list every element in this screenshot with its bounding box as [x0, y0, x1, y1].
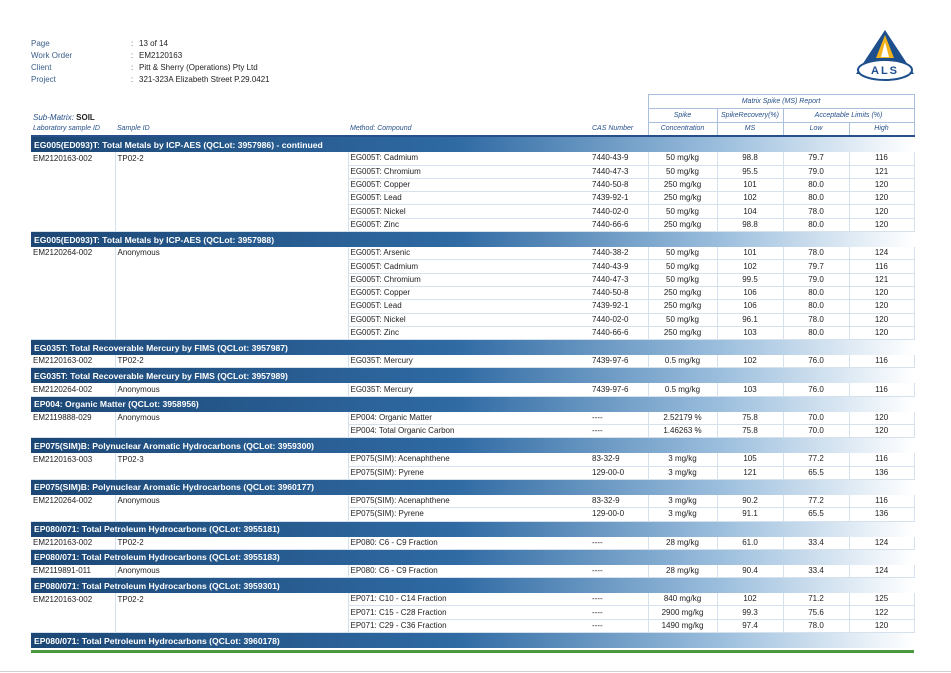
table-row	[31, 218, 914, 231]
low-limit-cell: 79.7	[783, 260, 849, 273]
high-limit-cell: 120	[849, 619, 914, 632]
low-limit-cell: 78.0	[783, 313, 849, 326]
cas-number-cell: ----	[590, 619, 648, 632]
section-title: EP075(SIM)B: Polynuclear Aromatic Hydrocarbons (QCLot: 3959300)	[31, 438, 914, 454]
cas-number-cell: 7440-50-8	[590, 286, 648, 299]
project-label: Project	[31, 75, 56, 84]
ms-recovery-cell: 103	[717, 383, 783, 396]
compound-cell: EP071: C15 - C28 Fraction	[348, 606, 590, 619]
low-limit-cell: 79.7	[783, 152, 849, 165]
ms-recovery-cell: 121	[717, 466, 783, 479]
section-title: EP080/071: Total Petroleum Hydrocarbons (QCLot: 3959301)	[31, 578, 914, 594]
sample-id-cell	[115, 273, 348, 286]
section-header-row	[31, 578, 914, 594]
concentration-cell: 0.5 mg/kg	[648, 355, 717, 368]
low-limit-cell: 80.0	[783, 326, 849, 339]
concentration-cell: 2900 mg/kg	[648, 606, 717, 619]
section-header-row	[31, 340, 914, 356]
compound-cell: EG005T: Chromium	[348, 273, 590, 286]
section-header-row	[31, 232, 914, 248]
sample-id-cell	[115, 326, 348, 339]
matrix-spike-report-heading: Matrix Spike (MS) Report	[648, 95, 914, 109]
table-row	[31, 565, 914, 578]
low-limit-cell: 78.0	[783, 205, 849, 218]
table-bottom-rule	[31, 650, 914, 653]
low-limit-cell: 77.2	[783, 495, 849, 508]
colon: :	[131, 39, 134, 48]
compound-cell: EP080: C6 - C9 Fraction	[348, 565, 590, 578]
table-row	[31, 326, 914, 339]
ms-recovery-cell: 90.4	[717, 565, 783, 578]
section-header-row	[31, 521, 914, 537]
cas-number-cell: 7439-97-6	[590, 383, 648, 396]
lab-sample-id-cell: EM2119888-029	[33, 413, 92, 423]
table-row	[31, 178, 914, 191]
ms-recovery-cell: 90.2	[717, 495, 783, 508]
column-header-row	[31, 123, 914, 137]
table-row	[31, 286, 914, 299]
ms-recovery-cell: 104	[717, 205, 783, 218]
cas-number-cell: ----	[590, 425, 648, 438]
cas-number-cell: 83-32-9	[590, 453, 648, 466]
sample-id-cell	[115, 192, 348, 205]
cas-number-cell: 129-00-0	[590, 466, 648, 479]
concentration-cell: 50 mg/kg	[648, 165, 717, 178]
compound-cell: EP080: C6 - C9 Fraction	[348, 537, 590, 550]
lab-sample-id-cell	[31, 165, 115, 178]
sample-id-cell: Anonymous	[115, 247, 348, 260]
compound-cell: EP075(SIM): Pyrene	[348, 508, 590, 521]
lab-sample-id-cell	[31, 425, 115, 438]
section-title: EG005(ED093)T: Total Metals by ICP-AES (QCLot: 3957988)	[31, 232, 914, 248]
low-limit-cell: 80.0	[783, 286, 849, 299]
lab-sample-id-cell	[31, 300, 115, 313]
high-limit-cell: 116	[849, 152, 914, 165]
table-row	[31, 355, 914, 368]
report-header	[31, 38, 270, 86]
col-sample-id: Sample ID	[115, 123, 348, 137]
col-method-compound: Method: Compound	[348, 123, 590, 137]
sample-id-cell: Anonymous	[115, 383, 348, 396]
section-title: EP004: Organic Matter (QCLot: 3958956)	[31, 396, 914, 412]
cas-number-cell: ----	[590, 537, 648, 550]
table-row	[31, 425, 914, 438]
concentration-cell: 3 mg/kg	[648, 453, 717, 466]
cas-number-cell: 7440-02-0	[590, 205, 648, 218]
ms-recovery-cell: 98.8	[717, 152, 783, 165]
high-limit-cell: 120	[849, 326, 914, 339]
cas-number-cell: 7440-02-0	[590, 313, 648, 326]
table-row	[31, 260, 914, 273]
client-label: Client	[31, 63, 52, 72]
header-group-row	[31, 95, 914, 109]
concentration-cell: 50 mg/kg	[648, 247, 717, 260]
concentration-cell: 250 mg/kg	[648, 178, 717, 191]
cas-number-cell: ----	[590, 593, 648, 606]
concentration-cell: 28 mg/kg	[648, 565, 717, 578]
ms-recovery-cell: 95.5	[717, 165, 783, 178]
low-limit-cell: 65.5	[783, 508, 849, 521]
high-limit-cell: 124	[849, 537, 914, 550]
ms-recovery-cell: 96.1	[717, 313, 783, 326]
low-limit-cell: 80.0	[783, 178, 849, 191]
lab-sample-id-cell	[31, 260, 115, 273]
low-limit-cell: 78.0	[783, 619, 849, 632]
high-limit-cell: 124	[849, 565, 914, 578]
low-limit-cell: 80.0	[783, 300, 849, 313]
compound-cell: EP071: C29 - C36 Fraction	[348, 619, 590, 632]
low-limit-cell: 71.2	[783, 593, 849, 606]
concentration-cell: 50 mg/kg	[648, 152, 717, 165]
submatrix-value: SOIL	[76, 112, 95, 122]
concentration-cell: 250 mg/kg	[648, 326, 717, 339]
sample-id-cell: TP02-2	[115, 355, 348, 368]
cas-number-cell: ----	[590, 565, 648, 578]
concentration-cell: 1.46263 %	[648, 425, 717, 438]
sample-id-cell	[115, 300, 348, 313]
header-row-project	[31, 74, 270, 86]
concentration-cell: 2.52179 %	[648, 412, 717, 425]
high-limit-cell: 116	[849, 355, 914, 368]
compound-cell: EG005T: Lead	[348, 300, 590, 313]
compound-cell: EG005T: Copper	[348, 178, 590, 191]
cas-number-cell: 7439-97-6	[590, 355, 648, 368]
compound-cell: EG005T: Cadmium	[348, 260, 590, 273]
section-title: EP075(SIM)B: Polynuclear Aromatic Hydrocarbons (QCLot: 3960177)	[31, 479, 914, 495]
sample-id-cell	[115, 205, 348, 218]
ms-recovery-cell: 75.8	[717, 425, 783, 438]
sample-id-cell: TP02-2	[115, 152, 348, 165]
compound-cell: EG005T: Chromium	[348, 165, 590, 178]
cas-number-cell: 7440-66-6	[590, 218, 648, 231]
table-row	[31, 619, 914, 632]
table-row	[31, 508, 914, 521]
ms-recovery-cell: 102	[717, 593, 783, 606]
cas-number-cell: 7440-47-3	[590, 165, 648, 178]
col-high: High	[849, 123, 914, 137]
low-limit-cell: 70.0	[783, 425, 849, 438]
low-limit-cell: 65.5	[783, 466, 849, 479]
compound-cell: EG005T: Cadmium	[348, 152, 590, 165]
table-row	[31, 466, 914, 479]
lab-sample-id-cell	[31, 606, 115, 619]
high-limit-cell: 120	[849, 205, 914, 218]
concentration-cell: 3 mg/kg	[648, 508, 717, 521]
table-row	[31, 383, 914, 396]
lab-sample-id-cell: EM2120163-002	[33, 594, 93, 604]
lab-sample-id-cell	[31, 286, 115, 299]
cas-number-cell: 7440-43-9	[590, 152, 648, 165]
lab-sample-id-cell	[31, 273, 115, 286]
sample-id-cell	[115, 218, 348, 231]
ms-recovery-cell: 98.8	[717, 218, 783, 231]
col-lab-sample-id: Laboratory sample ID	[31, 123, 115, 137]
cas-number-cell: 7440-66-6	[590, 326, 648, 339]
sample-id-cell	[115, 619, 348, 632]
ms-recovery-cell: 102	[717, 192, 783, 205]
concentration-cell: 50 mg/kg	[648, 313, 717, 326]
matrix-spike-table	[31, 94, 915, 648]
col-cas-number: CAS Number	[590, 123, 648, 137]
table-row	[31, 205, 914, 218]
table-row	[31, 247, 914, 260]
header-row-work-order	[31, 50, 270, 62]
table-row	[31, 300, 914, 313]
project-value: 321-323A Elizabeth Street P.29.0421	[139, 75, 270, 84]
concentration-cell: 250 mg/kg	[648, 218, 717, 231]
high-limit-cell: 116	[849, 453, 914, 466]
high-limit-cell: 116	[849, 383, 914, 396]
low-limit-cell: 70.0	[783, 412, 849, 425]
high-limit-cell: 136	[849, 466, 914, 479]
cas-number-cell: ----	[590, 606, 648, 619]
lab-sample-id-cell: EM2120163-002	[31, 537, 115, 550]
spike-heading: Spike	[648, 109, 717, 123]
colon: :	[131, 63, 134, 72]
sample-id-cell: TP02-2	[115, 593, 348, 606]
compound-cell: EP075(SIM): Pyrene	[348, 466, 590, 479]
cas-number-cell: 7440-50-8	[590, 178, 648, 191]
compound-cell: EG005T: Arsenic	[348, 247, 590, 260]
table-row	[31, 412, 914, 425]
lab-sample-id-cell	[31, 619, 115, 632]
sample-id-cell	[115, 260, 348, 273]
compound-cell: EG005T: Copper	[348, 286, 590, 299]
low-limit-cell: 80.0	[783, 192, 849, 205]
concentration-cell: 50 mg/kg	[648, 260, 717, 273]
lab-sample-id-cell	[31, 205, 115, 218]
col-ms: MS	[717, 123, 783, 137]
lab-sample-id-cell: EM2120163-002	[31, 355, 115, 368]
compound-cell: EG005T: Nickel	[348, 205, 590, 218]
low-limit-cell: 75.6	[783, 606, 849, 619]
high-limit-cell: 121	[849, 273, 914, 286]
sample-id-cell	[115, 425, 348, 438]
table-row	[31, 313, 914, 326]
table-row	[31, 495, 914, 508]
concentration-cell: 250 mg/kg	[648, 192, 717, 205]
concentration-cell: 3 mg/kg	[648, 466, 717, 479]
high-limit-cell: 120	[849, 192, 914, 205]
sample-id-cell	[115, 286, 348, 299]
table-row	[31, 273, 914, 286]
page-bottom-rule	[0, 671, 951, 672]
sample-id-cell	[115, 508, 348, 521]
high-limit-cell: 136	[849, 508, 914, 521]
section-header-row	[31, 549, 914, 565]
cas-number-cell: 7439-92-1	[590, 300, 648, 313]
section-title: EG035T: Total Recoverable Mercury by FIMS (QCLot: 3957987)	[31, 340, 914, 356]
high-limit-cell: 121	[849, 165, 914, 178]
high-limit-cell: 120	[849, 178, 914, 191]
cas-number-cell: 7440-43-9	[590, 260, 648, 273]
sample-id-cell: TP02-3	[115, 453, 348, 466]
submatrix-cell: Sub-Matrix: SOIL	[33, 112, 95, 122]
compound-cell: EG005T: Zinc	[348, 218, 590, 231]
sample-id-cell: Anonymous	[115, 495, 348, 508]
col-low: Low	[783, 123, 849, 137]
section-title: EP080/071: Total Petroleum Hydrocarbons (QCLot: 3955183)	[31, 549, 914, 565]
lab-sample-id-cell	[31, 466, 115, 479]
table-row	[31, 152, 914, 165]
cas-number-cell: 83-32-9	[590, 495, 648, 508]
header-row-client	[31, 62, 270, 74]
table-row	[31, 537, 914, 550]
cas-number-cell: 129-00-0	[590, 508, 648, 521]
work-order-label: Work Order	[31, 51, 73, 60]
ms-recovery-cell: 61.0	[717, 537, 783, 550]
compound-cell: EP004: Total Organic Carbon	[348, 425, 590, 438]
sample-id-cell: Anonymous	[115, 565, 348, 578]
low-limit-cell: 78.0	[783, 247, 849, 260]
ms-recovery-cell: 106	[717, 286, 783, 299]
table-row	[31, 192, 914, 205]
col-concentration: Concentration	[648, 123, 717, 137]
low-limit-cell: 33.4	[783, 565, 849, 578]
lab-sample-id-cell	[31, 326, 115, 339]
concentration-cell: 250 mg/kg	[648, 286, 717, 299]
low-limit-cell: 80.0	[783, 218, 849, 231]
table-row	[31, 593, 914, 606]
compound-cell: EP071: C10 - C14 Fraction	[348, 593, 590, 606]
low-limit-cell: 76.0	[783, 355, 849, 368]
high-limit-cell: 120	[849, 286, 914, 299]
high-limit-cell: 124	[849, 247, 914, 260]
sample-id-cell	[115, 606, 348, 619]
section-title: EG035T: Total Recoverable Mercury by FIMS (QCLot: 3957989)	[31, 368, 914, 384]
section-header-row	[31, 633, 914, 649]
lab-sample-id-cell	[31, 178, 115, 191]
table-row	[31, 453, 914, 466]
compound-cell: EG005T: Nickel	[348, 313, 590, 326]
ms-recovery-cell: 99.3	[717, 606, 783, 619]
high-limit-cell: 120	[849, 425, 914, 438]
work-order-value: EM2120163	[139, 51, 183, 60]
ms-recovery-cell: 103	[717, 326, 783, 339]
section-header-row	[31, 396, 914, 412]
low-limit-cell: 77.2	[783, 453, 849, 466]
compound-cell: EP075(SIM): Acenaphthene	[348, 453, 590, 466]
table-row	[31, 165, 914, 178]
table-row	[31, 606, 914, 619]
section-title: EP080/071: Total Petroleum Hydrocarbons (QCLot: 3960178)	[31, 633, 914, 649]
ms-recovery-cell: 101	[717, 247, 783, 260]
concentration-cell: 250 mg/kg	[648, 300, 717, 313]
ms-recovery-cell: 102	[717, 355, 783, 368]
high-limit-cell: 120	[849, 218, 914, 231]
ms-recovery-cell: 102	[717, 260, 783, 273]
submatrix-label: Sub-Matrix	[33, 112, 72, 122]
low-limit-cell: 33.4	[783, 537, 849, 550]
concentration-cell: 28 mg/kg	[648, 537, 717, 550]
sample-id-cell	[115, 178, 348, 191]
ms-recovery-cell: 105	[717, 453, 783, 466]
ms-recovery-cell: 91.1	[717, 508, 783, 521]
concentration-cell: 3 mg/kg	[648, 495, 717, 508]
sample-id-cell	[115, 165, 348, 178]
sample-id-cell	[115, 466, 348, 479]
lab-sample-id-cell: EM2120163-002	[33, 153, 93, 163]
client-value: Pitt & Sherry (Operations) Pty Ltd	[139, 63, 258, 72]
page-value: 13 of 14	[139, 39, 168, 48]
compound-cell: EG035T: Mercury	[348, 355, 590, 368]
lab-sample-id-cell	[31, 192, 115, 205]
concentration-cell: 1490 mg/kg	[648, 619, 717, 632]
spike-recovery-heading: SpikeRecovery(%)	[717, 109, 783, 123]
lab-sample-id-cell: EM2119891-011	[31, 565, 115, 578]
sample-id-cell	[115, 313, 348, 326]
concentration-cell: 840 mg/kg	[648, 593, 717, 606]
ms-recovery-cell: 99.5	[717, 273, 783, 286]
low-limit-cell: 76.0	[783, 383, 849, 396]
high-limit-cell: 122	[849, 606, 914, 619]
high-limit-cell: 120	[849, 300, 914, 313]
logo-text: ALS	[871, 65, 899, 77]
cas-number-cell: 7439-92-1	[590, 192, 648, 205]
table-body	[31, 136, 914, 648]
compound-cell: EG035T: Mercury	[348, 383, 590, 396]
high-limit-cell: 116	[849, 495, 914, 508]
section-header-row	[31, 368, 914, 384]
lab-sample-id-cell	[31, 218, 115, 231]
compound-cell: EG005T: Lead	[348, 192, 590, 205]
section-title: EG005(ED093)T: Total Metals by ICP-AES (QCLot: 3957986) - continued	[31, 136, 914, 152]
compound-cell: EP004: Organic Matter	[348, 412, 590, 425]
sample-id-cell: Anonymous	[115, 412, 348, 425]
ms-recovery-cell: 97.4	[717, 619, 783, 632]
lab-sample-id-cell	[31, 313, 115, 326]
colon: :	[131, 51, 134, 60]
cas-number-cell: 7440-47-3	[590, 273, 648, 286]
acceptable-limits-heading: Acceptable Limits (%)	[783, 109, 914, 123]
als-logo	[854, 30, 916, 88]
cas-number-cell: 7440-38-2	[590, 247, 648, 260]
lab-sample-id-cell: EM2120264-002	[33, 248, 93, 258]
sample-id-cell: TP02-2	[115, 537, 348, 550]
cas-number-cell: ----	[590, 412, 648, 425]
high-limit-cell: 120	[849, 412, 914, 425]
section-title: EP080/071: Total Petroleum Hydrocarbons (QCLot: 3955181)	[31, 521, 914, 537]
compound-cell: EP075(SIM): Acenaphthene	[348, 495, 590, 508]
concentration-cell: 0.5 mg/kg	[648, 383, 717, 396]
high-limit-cell: 120	[849, 313, 914, 326]
high-limit-cell: 125	[849, 593, 914, 606]
page-label: Page	[31, 39, 50, 48]
ms-recovery-cell: 75.8	[717, 412, 783, 425]
ms-recovery-cell: 106	[717, 300, 783, 313]
section-header-row	[31, 479, 914, 495]
concentration-cell: 50 mg/kg	[648, 273, 717, 286]
low-limit-cell: 79.0	[783, 273, 849, 286]
header-row-page	[31, 38, 270, 50]
colon: :	[131, 75, 134, 84]
concentration-cell: 50 mg/kg	[648, 205, 717, 218]
section-header-row	[31, 438, 914, 454]
lab-sample-id-cell: EM2120264-002	[31, 383, 115, 396]
lab-sample-id-cell: EM2120163-003	[33, 454, 93, 464]
compound-cell: EG005T: Zinc	[348, 326, 590, 339]
low-limit-cell: 79.0	[783, 165, 849, 178]
high-limit-cell: 116	[849, 260, 914, 273]
section-header-row	[31, 136, 914, 152]
ms-recovery-cell: 101	[717, 178, 783, 191]
lab-sample-id-cell	[31, 508, 115, 521]
lab-sample-id-cell: EM2120264-002	[33, 496, 93, 506]
